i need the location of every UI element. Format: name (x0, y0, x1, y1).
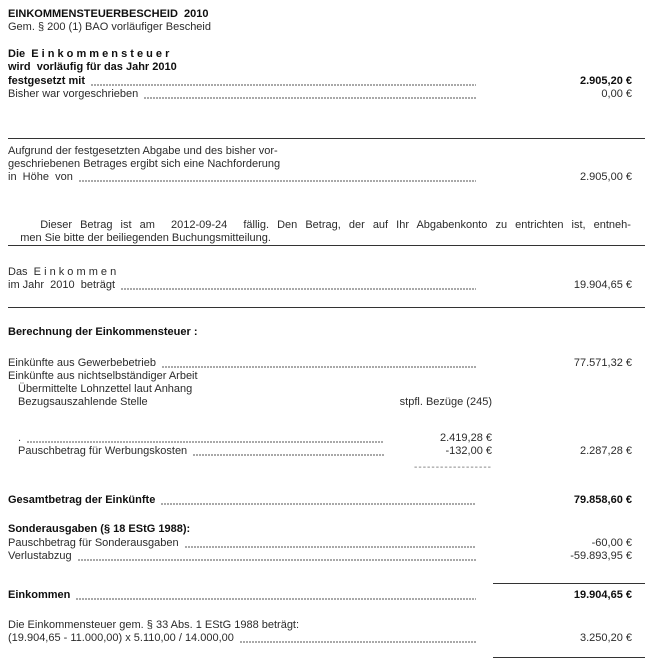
paying-office-row (8, 396, 632, 409)
divider (8, 307, 645, 308)
income-total-value: 19.904,65 € (573, 589, 632, 601)
nachforderung-amount-label: in Höhe von (8, 171, 73, 183)
dotted-leader (79, 180, 476, 182)
special-expenses-heading (8, 523, 632, 536)
special-expenses-allowance-row (8, 537, 632, 550)
earnings-row-label: . (18, 432, 22, 444)
special-expenses-allowance-label: Pauschbetrag für Sonderausgaben (8, 537, 179, 549)
wage-slips-label: Übermittelte Lohnzettel laut Anhang (18, 383, 193, 395)
total-earnings-label: Gesamtbetrag der Einkünfte (8, 494, 156, 506)
nachforderung-amount-value: 2.905,00 € (580, 171, 632, 183)
income-summary-heading (8, 266, 632, 279)
tax-formula-expression: (19.904,65 - 11.000,00) x 5.110,00 / 14.000,00 (8, 632, 234, 644)
due-date-line1-text: Dieser Betrag ist am 2012-09-24 fällig. Den Betrag, der auf Ihr Abgabenkonto zu entrichten ist, entneh- (40, 219, 631, 231)
deduction-allowance-label: Pauschbetrag für Werbungskosten (18, 445, 188, 457)
tax-formula-row (8, 632, 632, 645)
employment-income-total: 2.287,28 € (580, 445, 632, 457)
nachforderung-line2-text: geschriebenen Betrages ergibt sich eine Nachforderung (8, 158, 281, 170)
income-total-label: Einkommen (8, 589, 71, 601)
sum-line (493, 657, 645, 658)
tax-formula-intro-text: Die Einkommensteuer gem. § 33 Abs. 1 EStG 1988 beträgt: (8, 619, 300, 631)
fixed-value: 2.905,20 € (580, 75, 632, 87)
due-date-paragraph-line2 (8, 219, 642, 258)
assessment-fixed-row (8, 75, 632, 88)
deduction-allowance-row (8, 445, 632, 458)
dotted-leader (162, 366, 476, 368)
tax-formula-value: 3.250,20 € (580, 632, 632, 644)
dotted-leader (161, 503, 476, 505)
calculation-heading (8, 326, 632, 339)
paying-office-label: Bezugsauszahlende Stelle (18, 396, 148, 408)
employment-income-label: Einkünfte aus nichtselbständiger Arbeit (8, 370, 198, 382)
previous-value: 0,00 € (601, 88, 632, 100)
nachforderung-amount-row (8, 171, 632, 184)
trade-income-label: Einkünfte aus Gewerbebetrieb (8, 357, 156, 369)
previous-label: Bisher war vorgeschrieben (8, 88, 139, 100)
wage-slips-row (8, 383, 632, 396)
dotted-leader (91, 84, 476, 86)
assessment-line1-text: Die E i n k o m m e n s t e u e r (8, 48, 170, 60)
income-total-row (8, 589, 632, 602)
dotted-leader (144, 97, 476, 99)
dotted-leader (78, 559, 476, 561)
loss-deduction-value: -59.893,95 € (570, 550, 632, 562)
previous-amount-row (8, 88, 632, 101)
calculation-heading-text: Berechnung der Einkommensteuer : (8, 326, 198, 338)
divider (8, 245, 645, 246)
divider (8, 138, 645, 139)
assessment-heading-line1 (8, 48, 632, 61)
total-earnings-row (8, 494, 632, 507)
nachforderung-line2 (8, 158, 632, 171)
taxable-earnings-column-header: stpfl. Bezüge (245) (399, 396, 492, 408)
subtotal-dash-row (8, 461, 632, 474)
nachforderung-line1-text: Aufgrund der festgesetzten Abgabe und des bisher vor- (8, 145, 278, 157)
dotted-leader (76, 598, 476, 600)
total-earnings-value: 79.858,60 € (573, 494, 632, 506)
assessment-line2-text: wird vorläufig für das Jahr 2010 (8, 61, 177, 73)
dotted-leader (121, 288, 476, 290)
doc-title-text: EINKOMMENSTEUERBESCHEID 2010 (8, 8, 209, 20)
earnings-amount-row (8, 432, 632, 445)
subtotal-dashes: ------------------ (414, 462, 492, 473)
earnings-amount-value: 2.419,28 € (440, 432, 492, 444)
fixed-label: festgesetzt mit (8, 75, 86, 87)
deduction-allowance-value: -132,00 € (445, 445, 492, 457)
dotted-leader (193, 454, 384, 456)
doc-subtitle (8, 21, 632, 34)
trade-income-value: 77.571,32 € (573, 357, 632, 369)
loss-deduction-label: Verlustabzug (8, 550, 72, 562)
loss-deduction-row (8, 550, 632, 563)
doc-subtitle-text: Gem. § 200 (1) BAO vorläufiger Bescheid (8, 21, 211, 33)
doc-title (8, 8, 632, 21)
dotted-leader (185, 546, 476, 548)
sum-line (493, 583, 645, 584)
assessment-heading-line2 (8, 61, 632, 74)
due-date-line2-text: men Sie bitte der beiliegenden Buchungsmitteilung. (20, 232, 271, 244)
special-expenses-allowance-value: -60,00 € (591, 537, 632, 549)
employment-income-row (8, 370, 632, 383)
tax-formula-intro (8, 619, 632, 632)
income-summary-heading-text: Das E i n k o m m e n (8, 266, 117, 278)
income-summary-label: im Jahr 2010 beträgt (8, 279, 116, 291)
dotted-leader (27, 441, 384, 443)
dotted-leader (240, 641, 476, 643)
nachforderung-line1 (8, 145, 632, 158)
trade-income-row (8, 357, 632, 370)
income-summary-row (8, 279, 632, 292)
income-summary-value: 19.904,65 € (573, 279, 632, 291)
special-expenses-heading-text: Sonderausgaben (§ 18 EStG 1988): (8, 523, 191, 535)
